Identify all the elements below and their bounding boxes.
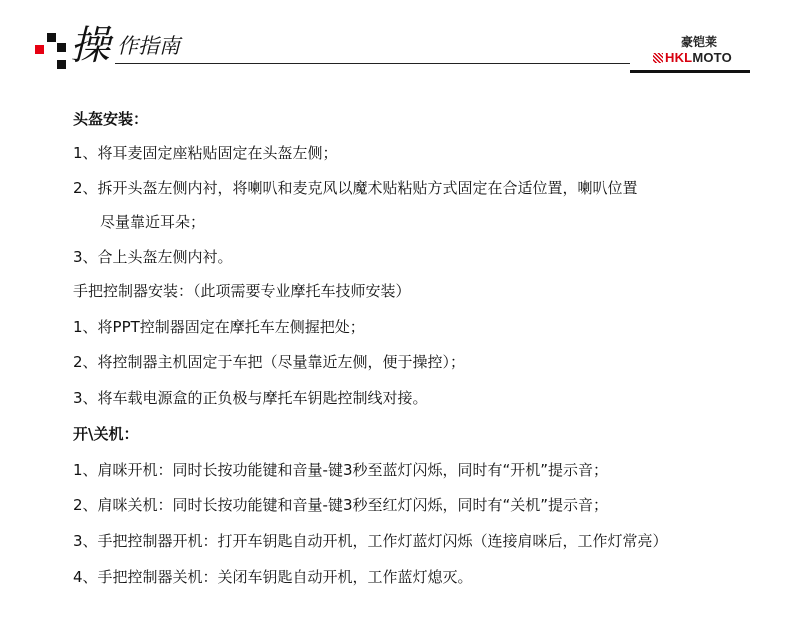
brand-chinese-name: 豪铠莱	[681, 35, 718, 49]
section-heading-helmet: 头盔安装：	[73, 110, 149, 128]
decor-square	[57, 43, 66, 52]
section-heading-handlebar: 手把控制器安装：（此项需要专业摩托车技师安装）	[73, 282, 411, 300]
list-item: 3、合上头盔左侧内衬。	[73, 248, 233, 266]
page-title: 作指南	[117, 34, 180, 58]
list-item: 3、手把控制器开机：打开车钥匙自动开机，工作灯蓝灯闪烁（连接肩咪后，工作灯常亮）	[73, 532, 668, 550]
list-item: 2、将控制器主机固定于车把（尽量靠近左侧，便于操控）；	[73, 353, 466, 371]
title-big-char: 操	[70, 23, 110, 69]
list-item: 2、肩咪关机：同时长按功能键和音量-键3秒至红灯闪烁，同时有“关机”提示音；	[73, 496, 609, 514]
brand-hkl: HKL	[665, 50, 693, 65]
list-item: 2、拆开头盔左侧内衬，将喇叭和麦克风以魔术贴粘贴方式固定在合适位置，喇叭位置	[73, 179, 638, 197]
list-item: 4、手把控制器关机：关闭车钥匙自动开机，工作蓝灯熄灭。	[73, 568, 473, 586]
brand-moto: MOTO	[692, 50, 732, 65]
section-heading-power: 开\关机：	[73, 425, 139, 443]
header-thick-rule	[630, 70, 750, 73]
decor-square-red	[35, 45, 44, 54]
list-item: 3、将车载电源盒的正负极与摩托车钥匙控制线对接。	[73, 389, 428, 407]
list-item-continuation: 尽量靠近耳朵；	[100, 213, 206, 231]
decor-square	[47, 33, 56, 42]
decor-square	[57, 60, 66, 69]
list-item: 1、将PPT控制器固定在摩托车左侧握把处；	[73, 318, 365, 336]
title-underline	[115, 63, 630, 64]
brand-logo	[665, 51, 732, 65]
list-item: 1、将耳麦固定座粘贴固定在头盔左侧；	[73, 144, 338, 162]
header	[0, 0, 790, 80]
checkered-flag-icon	[653, 53, 663, 63]
list-item: 1、肩咪开机：同时长按功能键和音量-键3秒至蓝灯闪烁，同时有“开机”提示音；	[73, 461, 609, 479]
